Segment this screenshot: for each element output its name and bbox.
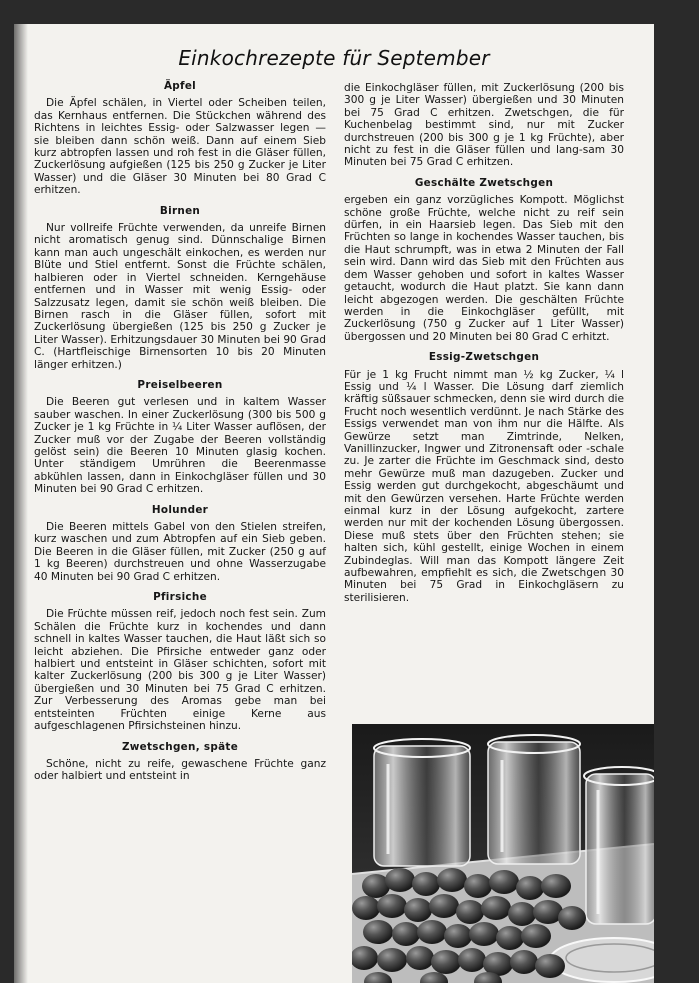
section-heading-preiselbeeren: Preiselbeeren [137,378,223,391]
recipe-text-holunder: Die Beeren mittels Gabel von den Stielen streifen, kurz waschen und zum Abtropfen auf ein Sieb geben. Die Beeren in die Gläser füllen, mit Zucker (250 g auf 1 kg Beeren) durchstreuen und ohne Wasserzugabe 40 Minuten bei 90 Grad C erhitzen. [34,521,326,583]
section-heading-geschaelte-zwetschgen: Geschälte Zwetschgen [414,176,554,189]
jar-middle [488,735,580,864]
magazine-page [14,24,654,983]
recipe-text-aepfel: Die Äpfel schälen, in Viertel oder Scheiben teilen, das Kernhaus entfernen. Die Stückchen während des Richtens in leichtes Essig- oder Salzwasser legen — sie bleiben dann schön weiß. Dann auf einem Sieb kurz abtropfen lassen und roh fest in die Gläser füllen, Zuckerlösung aufgießen (125 bis 250 g Zucker je Liter Wasser) und die Gläser 30 Minuten bei 80 Grad C erhitzen. [34,97,326,197]
recipe-text-zwetschgen-spaete: Schöne, nicht zu reife, gewaschene Früchte ganz oder halbiert und entsteint in [34,757,326,783]
recipe-text-zwetschgen-continued: die Einkochgläser füllen, mit Zuckerlösung (200 bis 300 g je Liter Wasser) übergießen und 30 Minuten bei 75 Grad C erhitzen. Zwetschgen, die für Kuchenbelag bestimmt sind, nur mit Zucker durchstreuen (200 bis 300 g je 1 kg Früchte), aber nicht zu fest in die Gläser füllen und lang-sam 30 Minuten bei 75 Grad C erhitzen. [344,82,624,169]
recipe-text-preiselbeeren: Die Beeren gut verlesen und in kaltem Wasser sauber waschen. In einer Zuckerlösung (300 bis 500 g Zucker je 1 kg Früchte in ¼ Liter Wasser auflösen, der Zucker muß vor der Zugabe der Beeren vollständig gelöst sein) die Beeren 10 Minuten glasig kochen. Unter ständigem Umrühren die Beerenmasse abkühlen lassen, dann in Einkochgläser füllen und 30 Minuten bei 90 Grad C erhitzen. [34,396,326,496]
section-heading-pfirsiche: Pfirsiche [153,591,207,604]
section-heading-essig-zwetschgen: Essig-Zwetschgen [428,351,540,364]
page-title: Einkochrezepte für September [178,46,490,70]
photo-jars-plums [352,724,654,983]
recipe-text-geschaelte-zwetschgen: ergeben ein ganz vorzügliches Kompott. Möglichst schöne große Früchte, welche nicht zu reif sein dürfen, in ein Haarsieb legen. Das Sieb mit den Früchten so lange in kochendes Wasser tauchen, bis die Haut schrumpft, was in etwa 2 Minuten der Fall sein wird. Dann wird das Sieb mit den Früchten aus dem Wasser gehoben und sofort in kaltes Wasser getaucht, wodurch die Haut platzt. Sie kann dann leicht abgezogen werden. Die geschälten Früchte werden in die Einkochgläser gefüllt, mit Zuckerlösung (750 g Zucker auf 1 Liter Wasser) übergossen und 20 Minuten bei 80 Grad C erhitzt. [344,194,624,343]
recipe-text-essig-zwetschgen: Für je 1 kg Frucht nimmt man ½ kg Zucker, ¼ l Essig und ¼ l Wasser. Die Lösung darf ziemlich kräftig süßsauer schmecken, denn sie wird durch die Frucht noch wesentlich verdünnt. Je nach Stärke des Essigs verwendet man von ihm nur die Hälfte. Als Gewürze setzt man Zimtrinde, Nelken, Vanillinzucker, Ingwer und Zitronensaft oder -schale zu. Je zarter die Früchte im Geschmack sind, desto mehr Gewürze muß man dazugeben. Zucker und Essig werden gut durchgekocht, abgeschäumt und mit den Gewürzen versehen. Harte Früchte werden einmal kurz in der Lösung aufgekocht, zartere werden nur mit der kochenden Lösung übergossen. Diese muß stets über den Früchten stehen; sie halten sich, kühl gestellt, einige Wochen in einem Zubindeglas. Will man das Kompott längere Zeit aufbewahren, empfiehlt es sich, die Zwetschgen 30 Minuten bei 75 Grad in Einkochgläsern zu sterilisieren. [344,368,624,604]
section-heading-zwetschgen-spaete: Zwetschgen, späte [121,740,239,753]
jars-plums-illustration [352,724,654,983]
section-heading-aepfel: Äpfel [163,80,197,92]
jar-right [584,767,654,924]
recipe-text-pfirsiche: Die Früchte müssen reif, jedoch noch fest sein. Zum Schälen die Früchte kurz in kochendes und dann schnell in kaltes Wasser tauchen, die Haut läßt sich so leicht abziehen. Die Pfirsiche entweder ganz oder halbiert und entsteint in Gläser schichten, sofort mit kalter Zuckerlösung (200 bis 300 g je Liter Wasser) übergießen und 30 Minuten bei 75 Grad C erhitzen. Zur Verbesserung des Aromas gebe man bei entsteinten Früchten einige Kerne aus aufgeschlagenen Pfirsichsteinen hinzu. [34,608,326,733]
left-column [34,80,326,783]
section-heading-birnen: Birnen [159,204,201,217]
jar-left [374,739,470,866]
section-heading-holunder: Holunder [151,503,209,516]
right-column [344,82,624,604]
recipe-text-birnen: Nur vollreife Früchte verwenden, da unreife Birnen nicht aromatisch genug sind. Dünnschalige Birnen kann man auch ungeschält einkochen, es werden nur Blüte und Stiel entfernt. Sonst die Früchte schälen, halbieren oder in Viertel schneiden. Kerngehäuse entfernen und in Wasser mit wenig Essig- oder Salzzusatz legen, damit sie schön weiß bleiben. Die Birnen rasch in die Gläser füllen, sofort mit Zuckerlösung übergießen (125 bis 250 g Zucker je Liter Wasser). Erhitzungsdauer 30 Minuten bei 90 Grad C. (Hartfleischige Birnensorten 10 bis 20 Minuten länger erhitzen.) [34,222,326,371]
